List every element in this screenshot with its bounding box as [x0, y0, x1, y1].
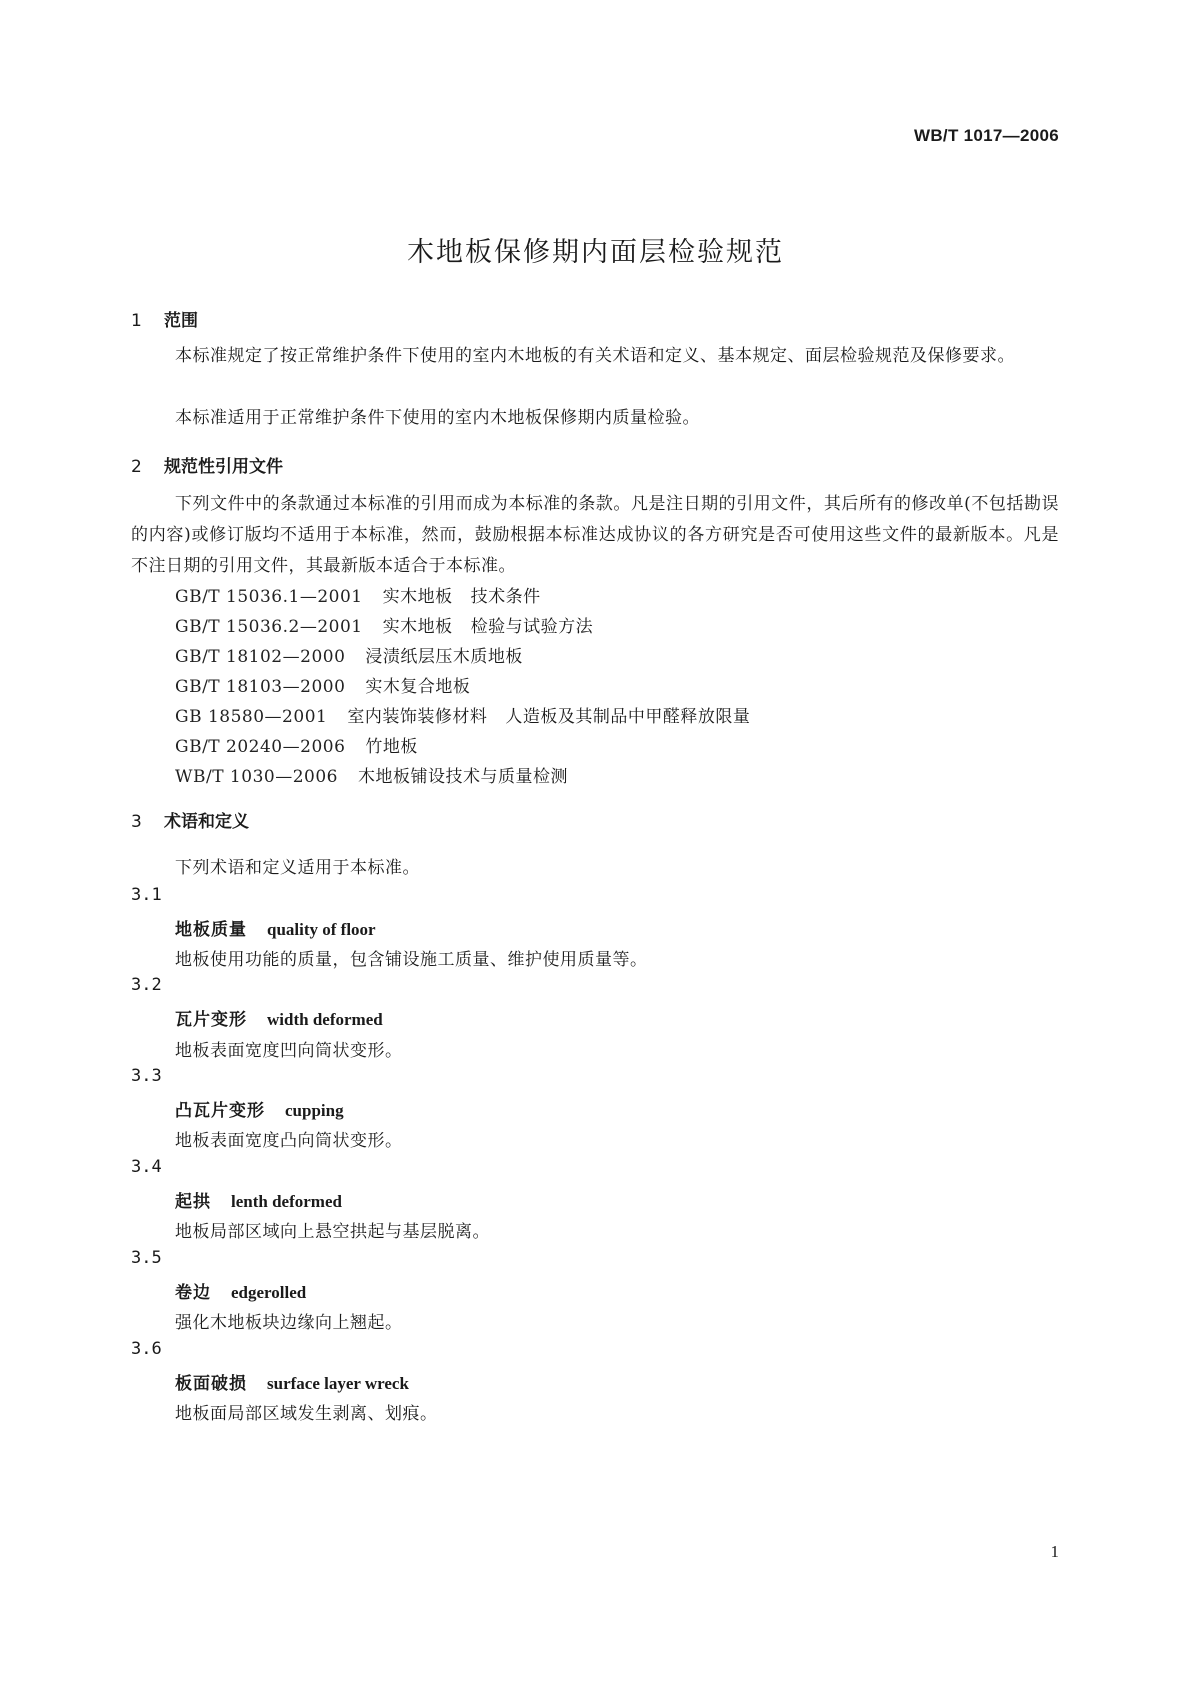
term-definition: 强化木地板块边缘向上翘起。 — [175, 1313, 403, 1333]
reference-code: WB/T 1030—2006 — [175, 767, 338, 787]
term-chinese: 板面破损 — [175, 1374, 247, 1394]
reference-code: GB/T 15036.2—2001 — [175, 617, 363, 637]
term-heading — [175, 1187, 342, 1212]
section-title: 术语和定义 — [164, 812, 249, 832]
term-definition: 地板表面宽度凹向筒状变形。 — [175, 1041, 403, 1061]
term-chinese: 瓦片变形 — [175, 1010, 247, 1030]
reference-code: GB/T 18103—2000 — [175, 677, 346, 697]
term-number: 3.4 — [131, 1157, 162, 1177]
reference-code: GB/T 15036.1—2001 — [175, 587, 363, 607]
term-heading — [175, 1369, 409, 1394]
reference-item — [175, 672, 470, 697]
reference-name: 木地板铺设技术与质量检测 — [357, 767, 568, 787]
reference-name-2: 技术条件 — [470, 587, 541, 607]
section-2-paragraph-1: 下列文件中的条款通过本标准的引用而成为本标准的条款。凡是注日期的引用文件，其后所有的修改单(不包括勘误的内容)或修订版均不适用于本标准，然而，鼓励根据本标准达成协议的各方研究是否可使用这些文件的最新版本。凡是不注日期的引用文件，其最新版本适合于本标准。 — [131, 494, 1059, 576]
term-number: 3.2 — [131, 975, 162, 995]
term-number: 3.3 — [131, 1066, 162, 1086]
term-heading — [175, 1005, 383, 1030]
term-heading — [175, 915, 376, 940]
page-number: 1 — [1050, 1542, 1059, 1561]
reference-item — [175, 582, 541, 607]
term-definition: 地板表面宽度凸向筒状变形。 — [175, 1131, 403, 1151]
term-heading — [175, 1096, 344, 1121]
reference-name: 浸渍纸层压木质地板 — [365, 647, 523, 667]
section-number: 3 — [131, 812, 142, 832]
section-title: 范围 — [164, 311, 198, 331]
term-english: edgerolled — [231, 1283, 307, 1302]
term-definition: 地板使用功能的质量，包含铺设施工质量、维护使用质量等。 — [175, 950, 648, 970]
term-english: cupping — [285, 1101, 344, 1120]
term-definition: 地板局部区域向上悬空拱起与基层脱离。 — [175, 1222, 490, 1242]
reference-item — [175, 702, 750, 727]
term-chinese: 起拱 — [175, 1192, 211, 1212]
reference-name-2: 检验与试验方法 — [470, 617, 594, 637]
reference-item — [175, 732, 418, 757]
term-chinese: 卷边 — [175, 1283, 211, 1303]
term-number: 3.1 — [131, 885, 162, 905]
section-3-heading — [131, 807, 249, 832]
term-english: lenth deformed — [231, 1192, 342, 1211]
section-3-intro: 下列术语和定义适用于本标准。 — [175, 858, 420, 878]
term-chinese: 凸瓦片变形 — [175, 1101, 265, 1121]
reference-name: 室内装饰装修材料 — [347, 707, 488, 727]
term-number: 3.6 — [131, 1339, 162, 1359]
reference-name: 实木地板 — [382, 587, 453, 607]
term-heading — [175, 1278, 306, 1303]
reference-name: 实木地板 — [382, 617, 453, 637]
term-definition: 地板面局部区域发生剥离、划痕。 — [175, 1404, 438, 1424]
reference-item — [175, 642, 523, 667]
page-title: 木地板保修期内面层检验规范 — [407, 237, 784, 268]
section-title: 规范性引用文件 — [164, 457, 283, 477]
reference-name-2: 人造板及其制品中甲醛释放限量 — [505, 707, 751, 727]
section-1-heading — [131, 306, 198, 331]
reference-name: 竹地板 — [365, 737, 418, 757]
term-english: width deformed — [267, 1010, 383, 1029]
term-english: quality of floor — [267, 920, 376, 939]
reference-code: GB/T 18102—2000 — [175, 647, 346, 667]
reference-name: 实木复合地板 — [365, 677, 471, 697]
section-2-heading — [131, 452, 283, 477]
reference-item — [175, 762, 568, 787]
standard-code: WB/T 1017—2006 — [914, 126, 1059, 145]
section-number: 2 — [131, 457, 142, 477]
term-number: 3.5 — [131, 1248, 162, 1268]
reference-code: GB 18580—2001 — [175, 707, 328, 727]
section-1-paragraph-2: 本标准适用于正常维护条件下使用的室内木地板保修期内质量检验。 — [175, 408, 700, 428]
term-english: surface layer wreck — [267, 1374, 409, 1393]
section-1-paragraph-1: 本标准规定了按正常维护条件下使用的室内木地板的有关术语和定义、基本规定、面层检验规范及保修要求。 — [175, 346, 1015, 366]
section-number: 1 — [131, 311, 142, 331]
term-chinese: 地板质量 — [175, 920, 247, 940]
reference-code: GB/T 20240—2006 — [175, 737, 346, 757]
reference-item — [175, 612, 593, 637]
